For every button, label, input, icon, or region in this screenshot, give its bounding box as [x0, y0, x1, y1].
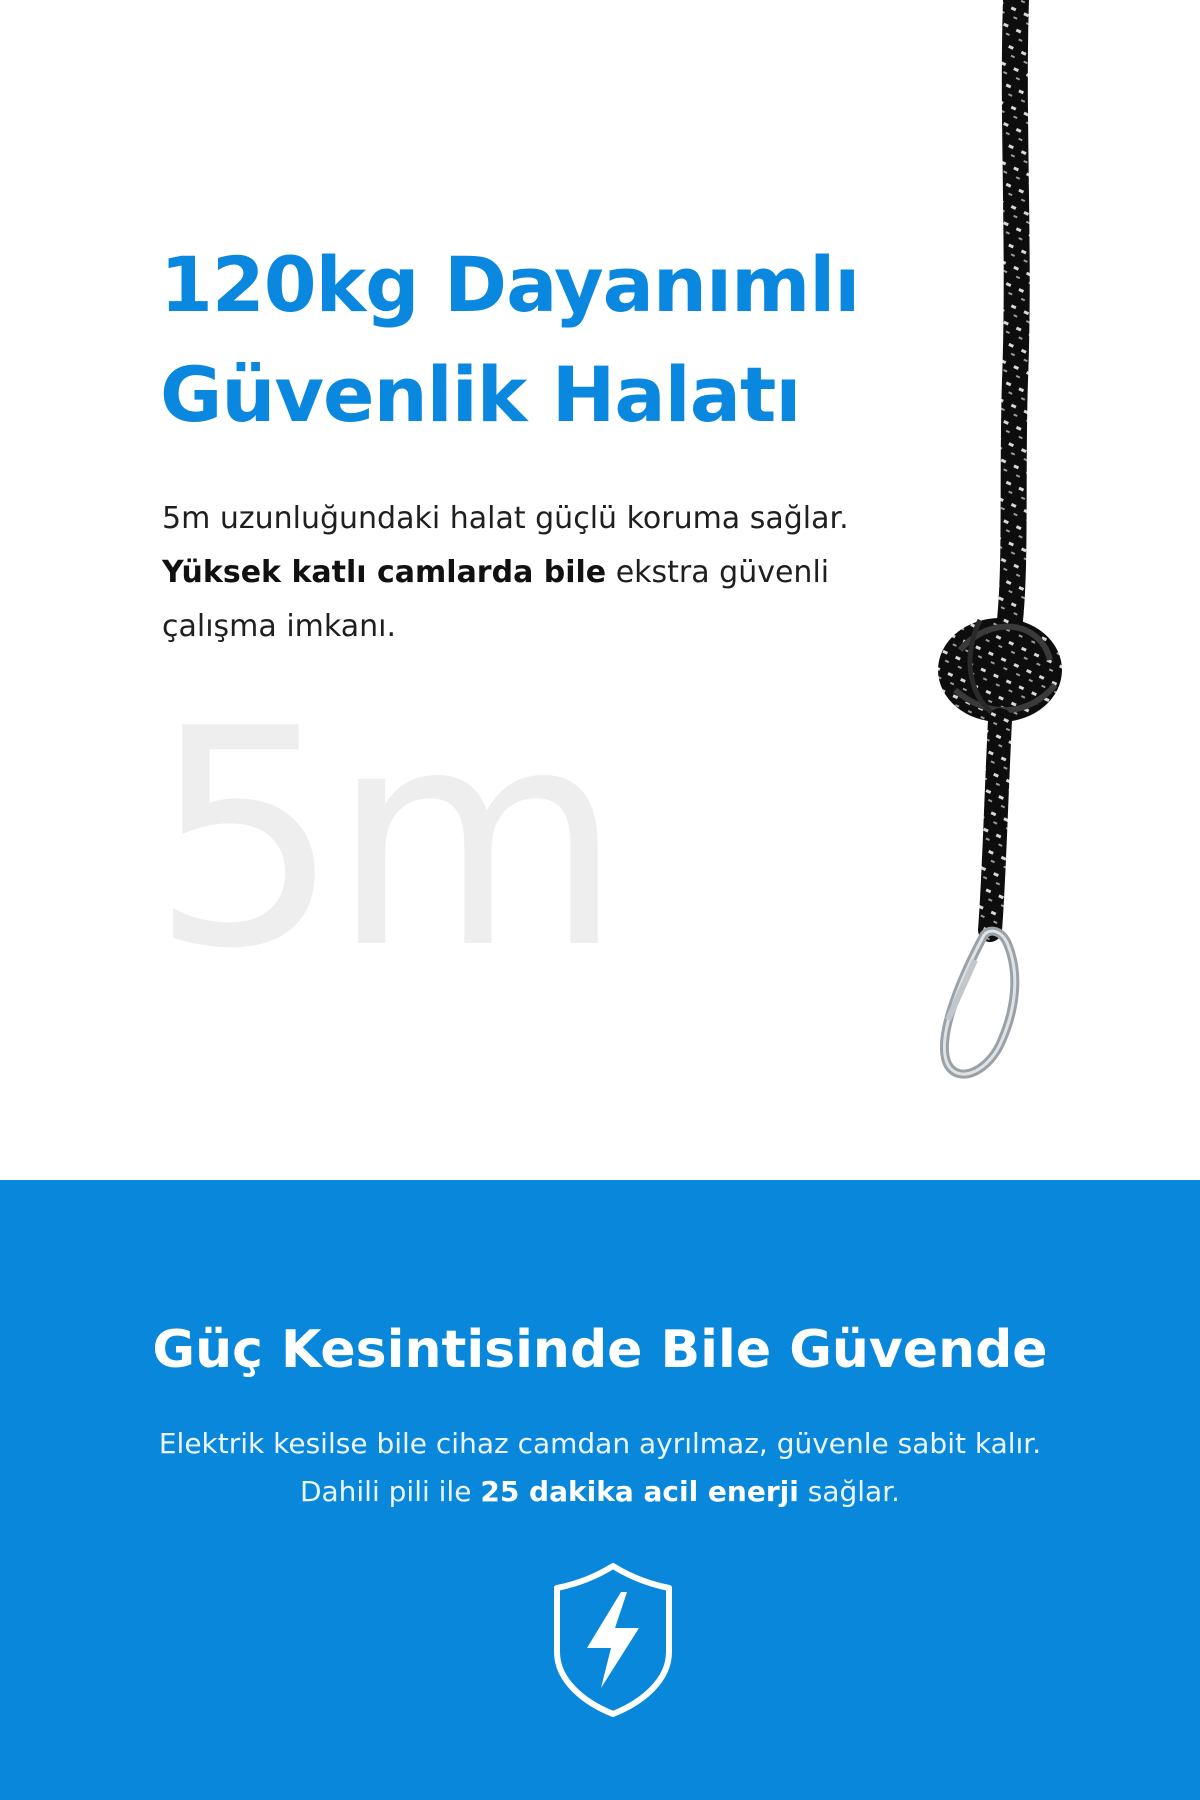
rope-title-line-2: Güvenlik Halatı: [160, 350, 801, 439]
rope-desc-line-2-rest: ekstra güvenli: [606, 555, 830, 590]
power-outage-title: Güç Kesintisinde Bile Güvende: [152, 1320, 1048, 1380]
power-outage-description: [0, 1420, 1200, 1516]
rope-desc-line-2: [162, 546, 962, 600]
power-desc-line-2: [0, 1468, 1200, 1516]
length-watermark: 5m: [150, 665, 614, 1014]
rope-title: [160, 230, 859, 450]
rope-with-carabiner-icon: [920, 0, 1100, 1100]
rope-desc-line-1: 5m uzunluğundaki halat güçlü koruma sağlar.: [162, 501, 849, 536]
rope-desc-bold: Yüksek katlı camlarda bile: [162, 555, 607, 590]
power-outage-section: [0, 1180, 1200, 1800]
rope-title-line-1: 120kg Dayanımlı: [160, 240, 860, 329]
power-desc-line-2-pre: Dahili pili ile: [299, 1475, 481, 1508]
power-desc-line-2-post: sağlar.: [798, 1475, 901, 1508]
shield-lightning-icon: [549, 1560, 677, 1720]
power-desc-line-1: Elektrik kesilse bile cihaz camdan ayrılmaz, güvenle sabit kalır.: [158, 1427, 1042, 1460]
rope-desc-line-3: çalışma imkanı.: [162, 609, 396, 644]
rope-description: [162, 492, 962, 654]
power-desc-bold: 25 dakika acil enerji: [480, 1475, 799, 1508]
